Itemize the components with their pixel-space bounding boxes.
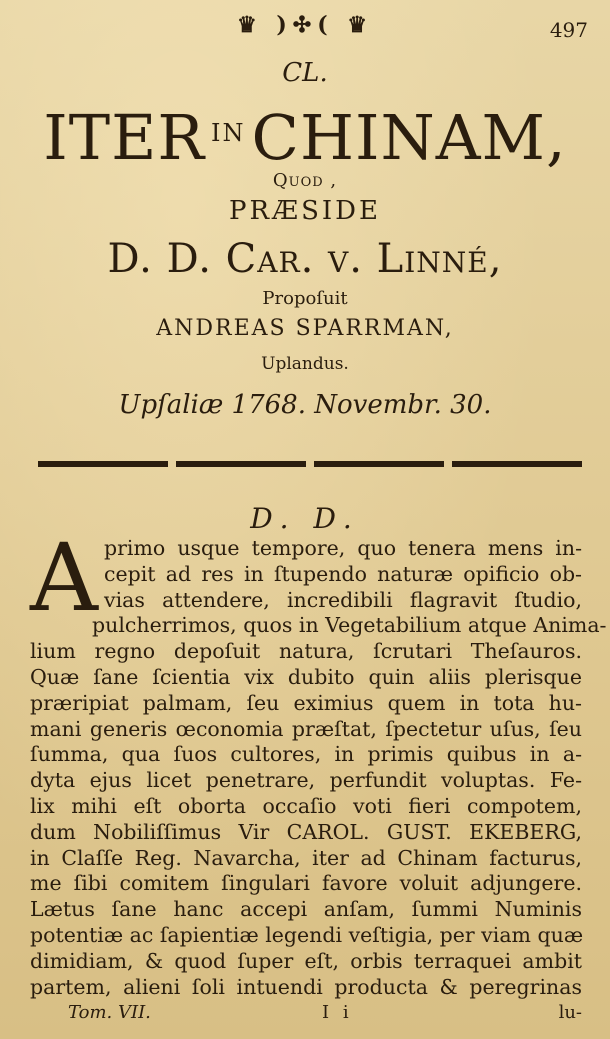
text-line: ſumma, qua ſuos cultores, in primis quibus in a- xyxy=(30,742,582,767)
signature-mark: I i xyxy=(322,1002,353,1023)
text-line: dimidiam, & quod ſuper eſt, orbis terraquei ambit xyxy=(30,948,582,973)
section-divider xyxy=(38,461,586,467)
page-title xyxy=(0,98,610,173)
praeside-line: PRÆSIDE xyxy=(228,196,381,226)
title-word-chinam: CHINAM, xyxy=(251,101,567,174)
header-ornament: ♛ )✣( ♛ xyxy=(236,12,373,38)
text-line: lix mihi eſt oborta occaſio voti fieri compotem, xyxy=(30,793,582,818)
body-text xyxy=(30,524,607,1000)
text-line: præripiat palmam, ſeu eximius quem in tota hu- xyxy=(30,690,582,715)
text-line: lium regno depoſuit natura, ſcrutari Theſauros. xyxy=(30,639,582,664)
text-line: me ſibi comitem ſingulari favore voluit adjungere. xyxy=(30,871,582,896)
dateline: Upſaliæ 1768. Novembr. 30. xyxy=(118,390,492,420)
proposuit-line: Propoſuit xyxy=(262,288,348,309)
page-number: 497 xyxy=(549,18,588,42)
catchword: lu- xyxy=(558,1002,582,1023)
text-line: in Claſſe Reg. Navarcha, iter ad Chinam facturus, xyxy=(30,845,582,870)
text-line: cepit ad res in ſtupendo naturæ opificio ob- xyxy=(104,561,582,586)
quod-line: Quod , xyxy=(272,170,338,191)
drop-cap: A xyxy=(30,524,98,633)
text-line: potentiæ ac ſapientiæ legendi veſtigia, per viam quæ xyxy=(30,922,584,947)
text-line: vias attendere, incredibili flagravit ſtudio, xyxy=(104,587,582,612)
praeses-name: D. D. Car. v. Linné, xyxy=(107,236,503,282)
text-line: Lætus ſane hanc accepi anſam, ſummi Numinis xyxy=(30,897,582,922)
author-origin: Uplandus. xyxy=(261,354,349,374)
text-line: partem, alieni ſoli intuendi producta & peregrinas xyxy=(30,974,582,999)
text-line: Quæ ſane ſcientia vix dubito quin aliis plerisque xyxy=(30,664,582,689)
salutation: D. D. xyxy=(250,502,360,535)
title-word-iter: ITER xyxy=(43,101,206,174)
text-line: pulcherrimos, quos in Vegetabilium atque Anima- xyxy=(92,613,607,638)
title-word-in: IN xyxy=(211,119,246,147)
volume-label: Tom. VII. xyxy=(68,1002,151,1023)
text-line: primo usque tempore, quo tenera mens in- xyxy=(104,536,582,560)
author-name: ANDREAS SPARRMAN, xyxy=(156,316,454,341)
text-line: dum Nobiliſſimus Vir CAROL. GUST. EKEBERG, xyxy=(30,819,582,844)
chapter-number: CL. xyxy=(282,58,328,88)
text-line: mani generis œconomia præſtat, ſpectetur uſus, ſeu xyxy=(30,716,582,741)
text-line: dyta ejus licet penetrare, perfundit voluptas. Fe- xyxy=(30,768,582,793)
